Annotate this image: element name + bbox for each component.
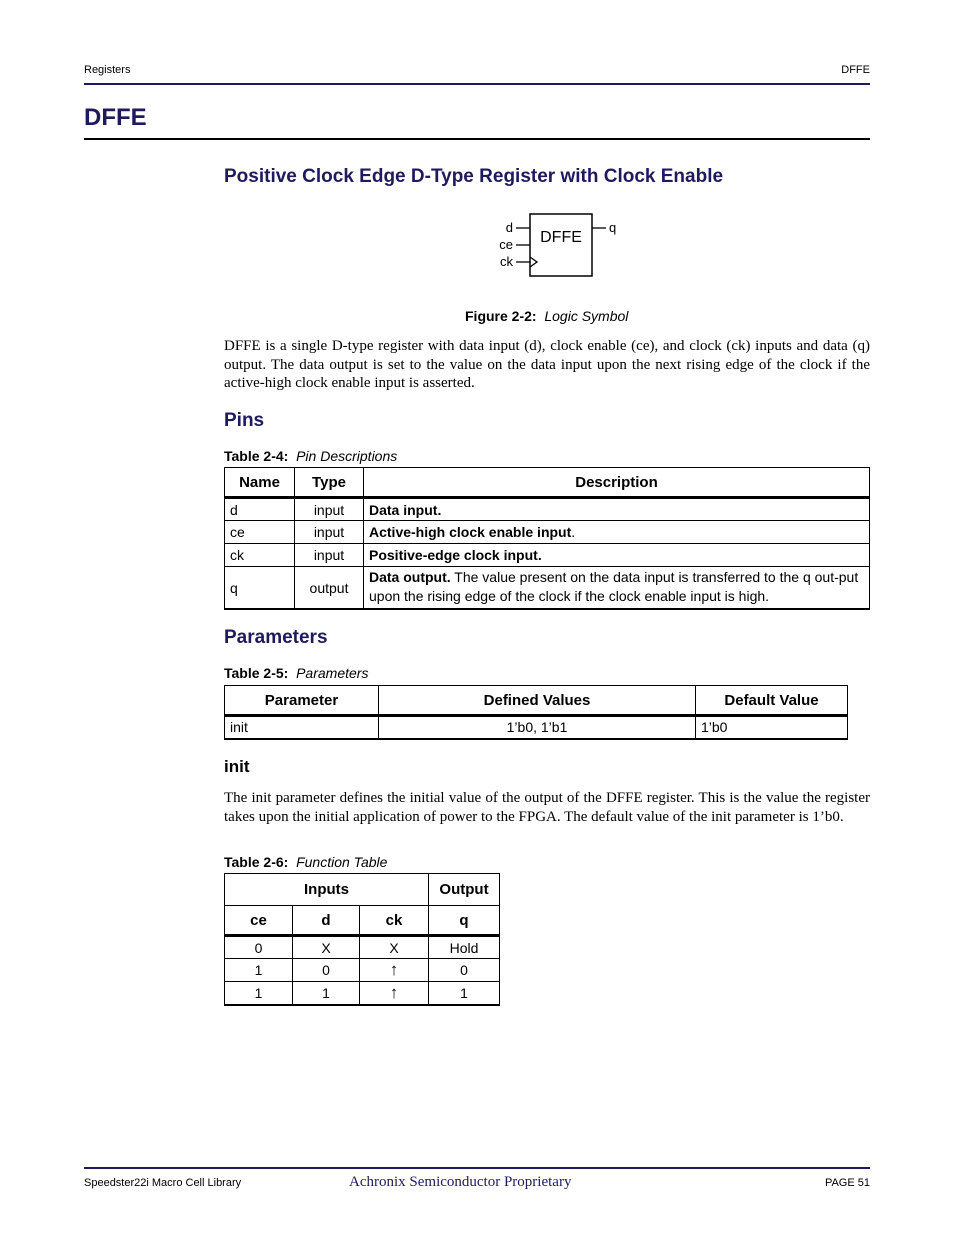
pin-type: input xyxy=(295,544,364,567)
function-group-inputs: Inputs xyxy=(225,874,429,906)
params-col-defined-values: Defined Values xyxy=(379,686,696,716)
pins-col-type: Type xyxy=(295,468,364,498)
pin-description-bold: Data output. xyxy=(369,569,451,585)
header-rule xyxy=(84,83,870,85)
rising-edge-icon: ↑ xyxy=(360,982,429,1005)
parameters-heading: Parameters xyxy=(224,627,328,648)
table-row xyxy=(225,982,500,1005)
param-defined-values: 1’b0, 1’b1 xyxy=(379,716,696,739)
header-section-name: Registers xyxy=(84,64,131,76)
function-table-group-row xyxy=(225,874,500,906)
pin-name: ce xyxy=(225,521,295,544)
function-cell-q: Hold xyxy=(429,936,500,959)
pin-description-bold: Active-high clock enable input xyxy=(369,524,572,540)
function-cell-q: 0 xyxy=(429,959,500,982)
params-table-caption-label: Table 2-5: xyxy=(224,665,289,681)
pin-description xyxy=(364,544,870,567)
dffe-block-label: DFFE xyxy=(540,229,582,246)
function-table-caption-title: Function Table xyxy=(296,854,388,870)
function-col-ce: ce xyxy=(225,906,293,936)
table-row xyxy=(225,959,500,982)
pin-description xyxy=(364,567,870,610)
function-col-d: d xyxy=(293,906,360,936)
params-table-caption-title: Parameters xyxy=(296,665,369,681)
pin-description-text: . xyxy=(571,524,576,540)
pins-table xyxy=(224,467,870,610)
pins-table-caption-title: Pin Descriptions xyxy=(296,448,398,464)
pin-name: q xyxy=(225,567,295,610)
function-cell-ce: 1 xyxy=(225,959,293,982)
table-row xyxy=(225,521,870,544)
pins-heading: Pins xyxy=(224,410,265,431)
pin-ck-label: ck xyxy=(500,254,513,269)
function-cell-d: 1 xyxy=(293,982,360,1005)
pin-name: ck xyxy=(225,544,295,567)
page-title: DFFE xyxy=(84,104,147,131)
pin-type: output xyxy=(295,567,364,610)
title-rule xyxy=(84,138,870,140)
pin-description-bold: Positive-edge clock input. xyxy=(369,547,542,563)
function-group-output: Output xyxy=(429,874,500,906)
params-table-caption xyxy=(224,665,368,681)
pins-table-caption-label: Table 2-4: xyxy=(224,448,289,464)
footer-proprietary-notice: Achronix Semiconductor Proprietary xyxy=(349,1174,572,1190)
footer-page-number: PAGE 51 xyxy=(824,1177,870,1189)
table-row xyxy=(225,544,870,567)
footer-document-title: Speedster22i Macro Cell Library xyxy=(84,1177,242,1189)
table-row xyxy=(225,936,500,959)
table-row xyxy=(225,567,870,610)
pin-description-text: The value present on the data input is transferred to the q out-put upon the rising edge of the clock if the clock enable input is high. xyxy=(369,569,859,604)
function-table-header-row xyxy=(225,906,500,936)
logic-symbol-diagram xyxy=(490,208,630,284)
pin-q-label: q xyxy=(609,220,617,235)
function-cell-ck: X xyxy=(360,936,429,959)
figure-caption-title: Logic Symbol xyxy=(544,308,629,324)
function-cell-d: 0 xyxy=(293,959,360,982)
function-table-caption xyxy=(224,854,387,870)
function-cell-ce: 1 xyxy=(225,982,293,1005)
function-col-q: q xyxy=(429,906,500,936)
rising-edge-icon: ↑ xyxy=(360,959,429,982)
init-paragraph: The init parameter defines the initial value of the output of the DFFE register. This is the value the register takes upon the initial application of power to the FPGA. The default value of the init parameter is 1’b0. xyxy=(224,790,870,825)
figure-caption xyxy=(465,308,628,324)
pin-ce-label: ce xyxy=(499,237,513,252)
pin-d-label: d xyxy=(505,220,513,235)
params-table xyxy=(224,685,848,740)
pins-col-name: Name xyxy=(225,468,295,498)
param-name: init xyxy=(225,716,379,739)
pin-description xyxy=(364,498,870,521)
table-row xyxy=(225,716,848,739)
footer-rule xyxy=(84,1167,870,1169)
function-table-caption-label: Table 2-6: xyxy=(224,854,289,870)
pin-description xyxy=(364,521,870,544)
pin-name: d xyxy=(225,498,295,521)
pin-type: input xyxy=(295,498,364,521)
pins-table-header-row xyxy=(225,468,870,498)
pin-type: input xyxy=(295,521,364,544)
function-cell-q: 1 xyxy=(429,982,500,1005)
params-col-parameter: Parameter xyxy=(225,686,379,716)
figure-caption-label: Figure 2-2: xyxy=(465,308,537,324)
function-col-ck: ck xyxy=(360,906,429,936)
function-cell-d: X xyxy=(293,936,360,959)
pins-table-caption xyxy=(224,448,397,464)
table-row xyxy=(225,498,870,521)
pin-description-bold: Data input. xyxy=(369,501,442,518)
param-default-value: 1’b0 xyxy=(696,716,848,739)
params-col-default-value: Default Value xyxy=(696,686,848,716)
params-table-header-row xyxy=(225,686,848,716)
intro-paragraph: DFFE is a single D-type register with data input (d), clock enable (ce), and clock (ck) inputs and data (q) output. The data output is set to the value on the data input upon the next rising edge of the clock if the active-high clock enable input is asserted. xyxy=(224,338,870,391)
pins-col-description: Description xyxy=(364,468,870,498)
function-cell-ce: 0 xyxy=(225,936,293,959)
section-subtitle: Positive Clock Edge D-Type Register with Clock Enable xyxy=(224,166,724,187)
function-table xyxy=(224,873,500,1006)
header-topic-name: DFFE xyxy=(841,64,870,76)
init-heading: init xyxy=(224,757,250,776)
